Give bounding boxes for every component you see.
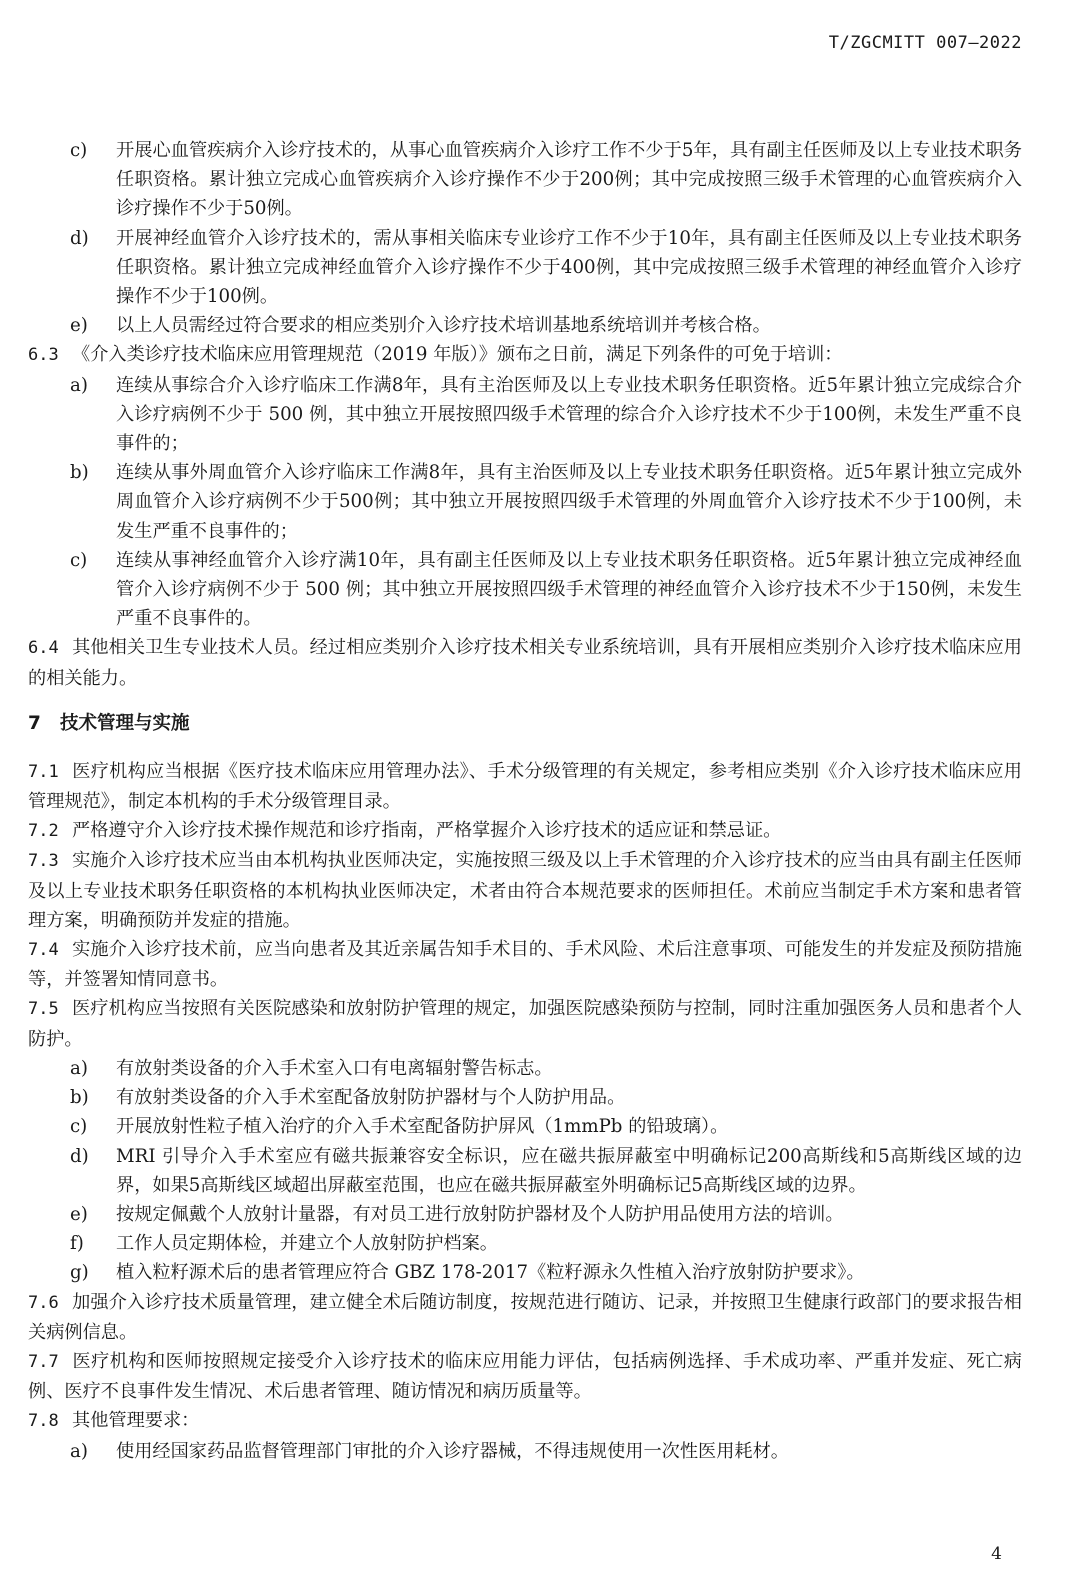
list-item-marker: b) <box>70 1087 89 1109</box>
clause-number: 7.6 <box>28 1292 59 1313</box>
list-item-marker: e) <box>70 315 88 337</box>
section-number: 7 <box>28 712 41 734</box>
list-item-text: 有放射类设备的介入手术室配备放射防护器材与个人防护用品。 <box>116 1087 626 1109</box>
list-item-marker: c) <box>70 549 88 571</box>
clause-paragraph <box>28 994 1022 1053</box>
list-item-text: 工作人员定期体检，并建立个人放射防护档案。 <box>116 1233 498 1255</box>
clause-text: 其他管理要求： <box>72 1410 200 1432</box>
list-item-text: MRI 引导介入手术室应有磁共振兼容安全标识，应在磁共振屏蔽室中明确标记200高斯线和5高斯线区域的边界，如果5高斯线区域超出屏蔽室范围，也应在磁共振屏蔽室外明确标记5高斯线区域的边界。 <box>116 1145 1022 1196</box>
list-item <box>28 1229 1022 1258</box>
list-item-marker: a) <box>70 374 88 396</box>
document-id-header: T/ZGCMITT 007—2022 <box>828 33 1022 53</box>
list-item-marker: b) <box>70 462 89 484</box>
clause-number: 7.7 <box>28 1351 59 1372</box>
clause-number: 6.3 <box>28 345 59 366</box>
list-item-text: 连续从事综合介入诊疗临床工作满8年，具有主治医师及以上专业技术职务任职资格。近5年累计独立完成综合介入诊疗病例不少于 500 例，其中独立开展按照四级手术管理的综合介入诊疗技术不少于100例，未发生严重不良事件的； <box>116 374 1022 455</box>
clause-number: 6.4 <box>28 638 59 659</box>
clause-paragraph <box>28 1347 1022 1406</box>
clause-text: 医疗机构应当按照有关医院感染和放射防护管理的规定，加强医院感染预防与控制，同时注重加强医务人员和患者个人防护。 <box>28 998 1022 1050</box>
list-item-marker: f) <box>70 1233 84 1255</box>
clause-number: 7.2 <box>28 821 59 842</box>
list-item <box>28 1054 1022 1083</box>
list-item <box>28 1112 1022 1141</box>
clause-text: 《介入类诊疗技术临床应用管理规范（2019 年版）》颁布之日前，满足下列条件的可免于培训： <box>72 344 843 366</box>
list-item-marker: d) <box>70 227 89 249</box>
clause-paragraph <box>28 935 1022 994</box>
list-item-text: 以上人员需经过符合要求的相应类别介入诊疗技术培训基地系统培训并考核合格。 <box>116 315 771 337</box>
clause-number: 7.3 <box>28 851 59 872</box>
clause-paragraph <box>28 816 1022 846</box>
list-item-text: 开展心血管疾病介入诊疗技术的，从事心血管疾病介入诊疗工作不少于5年，具有副主任医师及以上专业技术职务任职资格。累计独立完成心血管疾病介入诊疗操作不少于200例；其中完成按照三级手术管理的心血管疾病介入诊疗操作不少于50例。 <box>116 140 1022 220</box>
clause-number: 7.8 <box>28 1411 59 1432</box>
list-item <box>28 136 1022 224</box>
clause-paragraph <box>28 757 1022 816</box>
list-item <box>28 1258 1022 1287</box>
clause-paragraph <box>28 1406 1022 1436</box>
clause-number: 7.5 <box>28 999 59 1020</box>
list-item-marker: d) <box>70 1145 89 1167</box>
list-item-text: 开展放射性粒子植入治疗的介入手术室配备防护屏风（1mmPb 的铅玻璃）。 <box>116 1116 729 1138</box>
list-item <box>28 546 1022 634</box>
clause-text: 加强介入诊疗技术质量管理，建立健全术后随访制度，按规范进行随访、记录，并按照卫生健康行政部门的要求报告相关病例信息。 <box>28 1291 1022 1343</box>
clause-text: 其他相关卫生专业技术人员。经过相应类别介入诊疗技术相关专业系统培训，具有开展相应类别介入诊疗技术临床应用的相关能力。 <box>28 637 1022 689</box>
clause-text: 实施介入诊疗技术前，应当向患者及其近亲属告知手术目的、手术风险、术后注意事项、可能发生的并发症及预防措施等，并签署知情同意书。 <box>28 939 1022 991</box>
section-title: 技术管理与实施 <box>60 712 190 734</box>
list-item <box>28 1142 1022 1200</box>
page-number: 4 <box>991 1544 1002 1564</box>
clause-number: 7.4 <box>28 940 59 961</box>
list-item <box>28 311 1022 340</box>
clause-text: 医疗机构应当根据《医疗技术临床应用管理办法》、手术分级管理的有关规定，参考相应类别《介入诊疗技术临床应用管理规范》，制定本机构的手术分级管理目录。 <box>28 760 1022 813</box>
clause-number: 7.1 <box>28 761 59 782</box>
clause-paragraph <box>28 1288 1022 1347</box>
list-item-text: 连续从事神经血管介入诊疗满10年，具有副主任医师及以上专业技术职务任职资格。近5年累计独立完成神经血管介入诊疗病例不少于 500 例；其中独立开展按照四级手术管理的神经血管介入诊疗技术不少于150例，未发生严重不良事件的。 <box>116 549 1022 630</box>
list-item-text: 使用经国家药品监督管理部门审批的介入诊疗器械，不得违规使用一次性医用耗材。 <box>116 1440 789 1462</box>
clause-text: 医疗机构和医师按照规定接受介入诊疗技术的临床应用能力评估，包括病例选择、手术成功率、严重并发症、死亡病例、医疗不良事件发生情况、术后患者管理、随访情况和病历质量等。 <box>28 1350 1022 1403</box>
list-item-marker: a) <box>70 1057 88 1079</box>
list-item-text: 开展神经血管介入诊疗技术的，需从事相关临床专业诊疗工作不少于10年，具有副主任医师及以上专业技术职务任职资格。累计独立完成神经血管介入诊疗操作不少于400例，其中完成按照三级手术管理的神经血管介入诊疗操作不少于100例。 <box>116 227 1022 308</box>
list-item <box>28 224 1022 312</box>
list-item <box>28 371 1022 459</box>
clause-paragraph <box>28 633 1022 692</box>
list-item-text: 植入粒籽源术后的患者管理应符合 GBZ 178-2017《粒籽源永久性植入治疗放射防护要求》。 <box>116 1262 865 1284</box>
list-item <box>28 458 1022 546</box>
list-item-text: 连续从事外周血管介入诊疗临床工作满8年，具有主治医师及以上专业技术职务任职资格。近5年累计独立完成外周血管介入诊疗病例不少于500例；其中独立开展按照四级手术管理的外周血管介入诊疗技术不少于100例，未发生严重不良事件的； <box>116 462 1022 542</box>
list-item-marker: c) <box>70 140 88 161</box>
clause-text: 实施介入诊疗技术应当由本机构执业医师决定，实施按照三级及以上手术管理的介入诊疗技术的应当由具有副主任医师及以上专业技术职务任职资格的本机构执业医师决定，术者由符合本规范要求的医师担任。术前应当制定手术方案和患者管理方案，明确预防并发症的措施。 <box>28 850 1022 931</box>
list-item-marker: a) <box>70 1440 88 1462</box>
list-item-marker: c) <box>70 1116 88 1138</box>
list-item-text: 按规定佩戴个人放射计量器，有对员工进行放射防护器材及个人防护用品使用方法的培训。 <box>116 1203 844 1225</box>
list-item <box>28 1200 1022 1229</box>
section-heading <box>28 709 1022 739</box>
list-item-text: 有放射类设备的介入手术室入口有电离辐射警告标志。 <box>116 1057 553 1079</box>
list-item <box>28 1083 1022 1112</box>
list-item <box>28 1437 1022 1466</box>
clause-text: 严格遵守介入诊疗技术操作规范和诊疗指南，严格掌握介入诊疗技术的适应证和禁忌证。 <box>72 820 782 842</box>
list-item-marker: e) <box>70 1203 88 1225</box>
clause-paragraph <box>28 846 1022 935</box>
clause-paragraph <box>28 340 1022 370</box>
document-body <box>28 136 1022 1466</box>
list-item-marker: g) <box>70 1262 89 1284</box>
